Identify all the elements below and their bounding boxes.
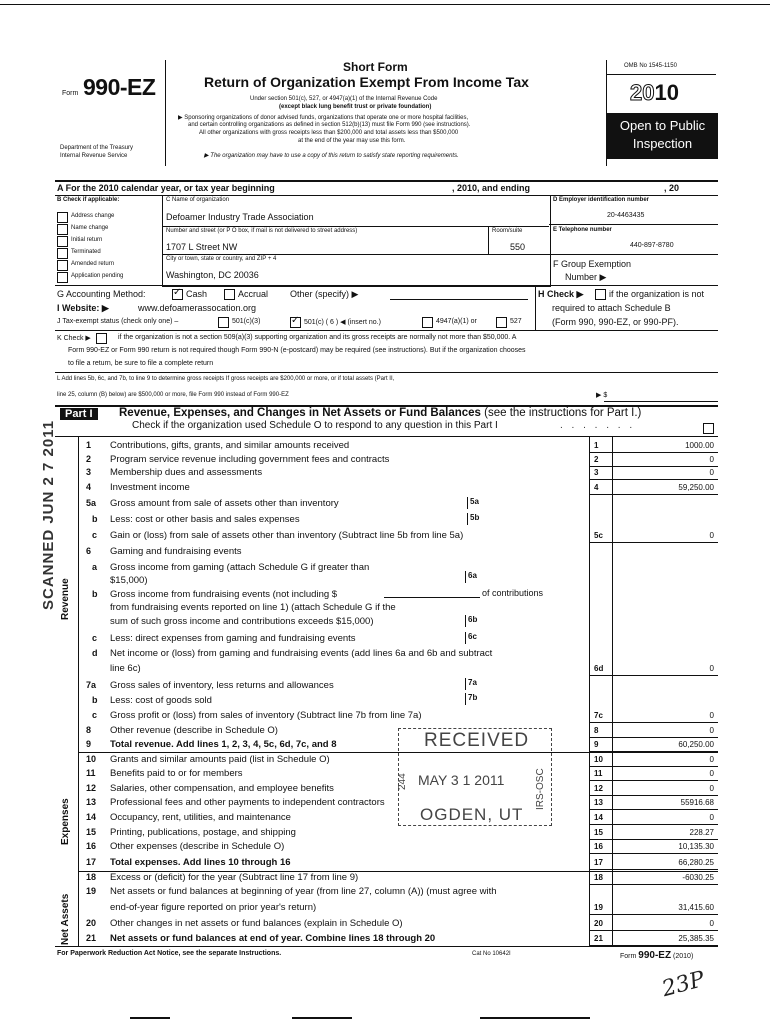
501c-checkbox[interactable] [290, 317, 301, 328]
room-label: Room/suite [492, 228, 523, 234]
fundraising-amount-line [384, 597, 480, 598]
of-contributions: of contributions [482, 588, 544, 598]
checkbox-b-label: Amended return [71, 261, 115, 267]
stamp-date: MAY 3 1 2011 [418, 772, 505, 788]
line-k-text-2: Form 990-EZ or Form 990 return is not required though Form 990-N (e-postcard) may be required (see instructions). But if the organization chooses [68, 347, 526, 354]
line-amount[interactable]: 25,385.35 [678, 934, 714, 943]
line-text: Professional fees and other payments to independent contractors [110, 797, 385, 808]
street: 1707 L Street NW [166, 242, 238, 252]
checkbox-b-label: Application pending [71, 273, 124, 279]
form-subtitle-1: Under section 501(c), 527, or 4947(a)(1) of the Internal Revenue Code [250, 96, 438, 102]
form-number: 990-EZ [83, 74, 156, 100]
amount-row-rule [589, 766, 718, 767]
line-text: Gross sales of inventory, less returns and allowances [110, 680, 334, 691]
line-text: Other changes in net assets or fund balances (explain in Schedule O) [110, 918, 403, 929]
bottom-mark-2 [292, 1017, 352, 1019]
website-label: I Website: ▶ [57, 303, 109, 313]
footer-form [620, 950, 693, 961]
line-number: b [92, 695, 98, 705]
line-amount[interactable]: 0 [709, 919, 714, 928]
schedule-o-dots: . . . . . . . [560, 420, 636, 431]
room-divider [488, 226, 489, 254]
line-text: end-of-year figure reported on prior year's return) [110, 902, 317, 913]
line-text: Occupancy, rent, utilities, and maintenance [110, 812, 291, 823]
amount-row-rule [589, 780, 718, 781]
header-note-1: ▶ Sponsoring organizations of donor advised funds, organizations that operate one or more hospital facilities, [178, 115, 469, 121]
line-number: 9 [86, 739, 92, 749]
line-number: 4 [86, 482, 92, 492]
check-applicable-label: B Check if applicable: [57, 197, 120, 203]
line-amount[interactable]: 228.27 [689, 828, 714, 837]
checkbox-b-label: Name change [71, 225, 109, 231]
schedule-o-checkbox[interactable] [703, 423, 714, 434]
org-name: Defoamer Industry Trade Association [166, 212, 314, 222]
line-amount[interactable]: 10,135.30 [678, 842, 714, 851]
line-number: c [92, 530, 98, 540]
amount-row-rule [589, 542, 718, 543]
line-number: 12 [86, 783, 97, 793]
accrual-label: Accrual [238, 289, 269, 299]
dept-irs: Internal Revenue Service [60, 153, 128, 159]
bottom-mark-3 [480, 1017, 590, 1019]
line-number: c [92, 710, 98, 720]
line-a-20: , 20 [664, 183, 680, 193]
group-exemption-label: F Group Exemption [553, 259, 632, 269]
schedule-o-text: Check if the organization used Schedule O to respond to any question in this Part I [132, 420, 498, 431]
bottom-mark-1 [130, 1017, 170, 1019]
group-exemption-number: Number ▶ [565, 272, 607, 282]
tax-year [630, 80, 679, 106]
line-column-number: 11 [594, 769, 603, 778]
amount-row-rule [589, 930, 718, 931]
amount-row-rule [589, 809, 718, 810]
line-column-number: 18 [594, 873, 603, 882]
line-number: 13 [86, 797, 97, 807]
checkbox-b-label: Address change [71, 213, 115, 219]
line-number: 11 [86, 768, 96, 778]
line-number: 18 [86, 872, 97, 882]
gj-rule [55, 330, 718, 331]
line-number: 21 [86, 933, 97, 943]
header-bottom-rule [55, 180, 718, 182]
section-a-rule [55, 285, 718, 286]
line-text: Total expenses. Add lines 10 through 16 [110, 857, 291, 868]
line-column-number: 17 [594, 858, 603, 867]
org-rule-1 [163, 226, 549, 227]
line-text: $15,000) [110, 575, 148, 586]
amount-row-rule [589, 914, 718, 915]
line-number: 3 [86, 467, 92, 477]
line-text: Other revenue (describe in Schedule O) [110, 725, 278, 736]
box-5a[interactable]: 5a [467, 497, 479, 509]
line-a-label: A For the 2010 calendar year, or tax year beginning [57, 183, 275, 193]
section-label-divider [78, 436, 79, 946]
expenses-section-label: Expenses [60, 798, 71, 845]
line-text: Excess or (deficit) for the year (Subtract line 17 from line 9) [110, 872, 359, 883]
box-7b[interactable]: 7b [465, 693, 477, 705]
line-column-number: 10 [594, 755, 603, 764]
line-column-number: 2 [594, 455, 599, 464]
line-number: 16 [86, 841, 97, 851]
line-text: Gain or (loss) from sale of assets other than inventory (Subtract line 5b from line 5a) [110, 530, 464, 541]
line-k-checkbox[interactable] [96, 333, 107, 344]
line-column-number: 20 [594, 919, 603, 928]
line-k-text-1: if the organization is not a section 509(a)(3) supporting organization and its gross receipts are normally not more than $50,000. A [118, 334, 517, 341]
city: Washington, DC 20036 [166, 270, 259, 280]
line-column-number: 5c [594, 531, 603, 540]
checkbox-b-0[interactable] [57, 212, 68, 223]
box-6c[interactable]: 6c [465, 632, 477, 644]
org-rule-2 [163, 254, 549, 255]
line-amount[interactable]: 1000.00 [685, 441, 714, 450]
revenue-section-label: Revenue [60, 578, 71, 620]
line-text: Program service revenue including government fees and contracts [110, 454, 390, 465]
header-note-3: All other organizations with gross receipts less than $200,000 and total assets less than $500,000 [199, 130, 459, 136]
paperwork-notice: For Paperwork Reduction Act Notice, see the separate Instructions. [57, 950, 282, 957]
line-column-number: 4 [594, 483, 599, 492]
open-public-box [607, 113, 718, 159]
line-text: Gross amount from sale of assets other than inventory [110, 498, 339, 509]
part1-title-suffix: (see the instructions for Part I.) [484, 407, 642, 419]
line-number: 8 [86, 725, 92, 735]
line-column-number: 12 [594, 784, 603, 793]
accounting-method-label: G Accounting Method: [57, 289, 146, 299]
box-6b[interactable]: 6b [465, 615, 477, 627]
line-text: Net assets or fund balances at end of year. Combine lines 18 through 20 [110, 933, 436, 944]
phone-label: E Telephone number [553, 227, 612, 233]
line-amount[interactable]: 0 [709, 769, 714, 778]
amount-row-rule [589, 884, 718, 885]
checkbox-b-1[interactable] [57, 224, 68, 235]
line-number: b [92, 514, 98, 524]
footer-year: (2010) [673, 953, 694, 960]
phone: 440-897-8780 [630, 242, 674, 249]
short-form-label: Short Form [343, 60, 408, 74]
cat-number: Cat No 10642I [472, 951, 511, 957]
line-h-label: H Check ▶ [538, 289, 584, 299]
stamp-city: OGDEN, UT [420, 805, 524, 824]
accrual-checkbox[interactable] [224, 289, 235, 300]
line-column-number: 9 [594, 740, 599, 749]
501c3-label: 501(c)(3) [232, 318, 261, 325]
stamp-received: RECEIVED [424, 730, 530, 751]
street-label: Number and street (or P O box, if mail is not delivered to street address) [166, 228, 358, 234]
line-a-ending: , 2010, and ending [452, 183, 531, 193]
line-text: from fundraising events reported on line 1) (attach Schedule G if the [110, 602, 396, 613]
part1-title [119, 407, 641, 419]
city-label: City or town, state or country, and ZIP + 4 [166, 256, 277, 262]
line-column-number: 8 [594, 726, 599, 735]
line-amount[interactable]: -6030.25 [682, 873, 714, 882]
line-column-number: 7c [594, 711, 603, 720]
line-text: Net income or (loss) from gaming and fundraising events (add lines 6a and 6b and subtract [110, 648, 493, 659]
checkbox-b-5[interactable] [57, 272, 68, 283]
line-number: 14 [86, 812, 97, 822]
line-amount[interactable]: 0 [709, 784, 714, 793]
table-bottom-rule [55, 946, 718, 947]
checkbox-b-2[interactable] [57, 236, 68, 247]
org-name-label: C Name of organization [166, 197, 230, 203]
amount-row-rule [589, 494, 718, 495]
part1-title-bold: Revenue, Expenses, and Changes in Net Assets or Fund Balances [119, 407, 481, 419]
schedule-b-checkbox[interactable] [595, 289, 606, 300]
tax-year-bold: 10 [654, 80, 679, 105]
header-note-5: ▶ The organization may have to use a copy of this return to satisfy state reporting requirements. [204, 153, 459, 159]
amount-row-rule [589, 945, 718, 946]
line-number: 6 [86, 546, 92, 556]
stamp-irs: IRS-OSC [535, 768, 546, 810]
amount-row-rule [589, 675, 718, 676]
room: 550 [510, 242, 526, 252]
line-text: sum of such gross income and contributions exceeds $15,000) [110, 616, 374, 627]
tax-year-outline: 20 [630, 80, 655, 105]
line-amount[interactable]: 31,415.60 [678, 903, 714, 912]
open-public-text: Open to Public Inspection [619, 118, 706, 151]
form-title: Return of Organization Exempt From Income Tax [204, 74, 529, 90]
line-number: 7a [86, 680, 97, 690]
527-checkbox[interactable] [496, 317, 507, 328]
line-column-number: 13 [594, 798, 603, 807]
line-number: 17 [86, 857, 97, 867]
line-text: Contributions, gifts, grants, and similar amounts received [110, 440, 350, 451]
line-amount[interactable]: 0 [709, 813, 714, 822]
ein: 20-4463435 [607, 212, 645, 219]
line-text: Gross profit or (loss) from sales of inventory (Subtract line 7b from line 7a) [110, 710, 422, 721]
scanned-stamp: SCANNED JUN 2 7 2011 [40, 419, 57, 610]
line-amount[interactable]: 0 [709, 711, 714, 720]
line-l-amount: ▶ $ [596, 392, 608, 399]
line-amount[interactable]: 0 [709, 664, 714, 673]
line-text: Membership dues and assessments [110, 467, 263, 478]
line-text: Total revenue. Add lines 1, 2, 3, 4, 5c, 6d, 7c, and 8 [110, 739, 337, 750]
box-5b[interactable]: 5b [467, 513, 479, 525]
stamp-number: 244 [397, 773, 408, 790]
line-number: 20 [86, 918, 97, 928]
dept-treasury: Department of the Treasury [60, 145, 134, 151]
cash-label: Cash [186, 289, 208, 299]
line-text: Gaming and fundraising events [110, 546, 242, 557]
amount-row-rule [589, 466, 718, 467]
line-l-text-1: L Add lines 5b, 6c, and 7b, to line 9 to determine gross receipts If gross receipts are $200,000 or more, or if total assets (Part II, [57, 376, 395, 382]
ein-rule [549, 224, 718, 225]
checkbox-b-4[interactable] [57, 260, 68, 271]
checkbox-b-label: Terminated [71, 249, 101, 255]
line-text: Investment income [110, 482, 190, 493]
amount-row-rule [589, 839, 718, 840]
form-label: Form [62, 90, 79, 97]
h-divider [535, 286, 536, 330]
other-method-line [390, 299, 528, 300]
line-text: line 6c) [110, 663, 141, 674]
checkbox-b-label: Initial return [71, 237, 103, 243]
amount-row-rule [589, 751, 718, 752]
footer-form-number: 990-EZ [638, 950, 672, 961]
amount-row-rule [589, 737, 718, 738]
k-rule [55, 372, 718, 373]
line-number: 19 [86, 886, 97, 896]
line-column-number: 1 [594, 441, 599, 450]
line-text: Other expenses (describe in Schedule O) [110, 841, 285, 852]
line-l-amount-line [604, 401, 718, 402]
line-l-text-2: line 25, column (B) below) are $500,000 or more, file Form 990 instead of Form 990-EZ [57, 392, 289, 398]
501c-label: 501(c) ( 6 ) ◀ (insert no.) [304, 319, 381, 326]
table-top-rule [55, 436, 718, 437]
line-k-text-3: to file a return, be sure to file a complete return [68, 360, 214, 367]
box-7a[interactable]: 7a [465, 678, 477, 690]
line-amount[interactable]: 0 [709, 468, 714, 477]
line-column-number: 6d [594, 664, 604, 673]
line-amount[interactable]: 60,250.00 [678, 740, 714, 749]
line-amount[interactable]: 59,250.00 [678, 483, 714, 492]
cash-checkbox[interactable] [172, 289, 183, 300]
part1-label: Part I [60, 408, 98, 420]
amount-row-rule [589, 853, 718, 854]
line-text: Printing, publications, postage, and shipping [110, 827, 296, 838]
line-text: Less: cost or other basis and sales expenses [110, 514, 300, 525]
amount-row-rule [589, 722, 718, 723]
line-number: c [92, 633, 98, 643]
line-text: Net assets or fund balances at beginning of year (from line 27, column (A)) (must agree with [110, 886, 497, 897]
line-text: Grants and similar amounts paid (list in Schedule O) [110, 754, 330, 765]
line-text: Salaries, other compensation, and employee benefits [110, 783, 334, 794]
line-h-text-1: if the organization is not [609, 289, 705, 299]
line-text: Less: direct expenses from gaming and fundraising events [110, 633, 356, 644]
line-number: 10 [86, 754, 97, 764]
line-column-number: 19 [594, 903, 603, 912]
4947-checkbox[interactable] [422, 317, 433, 328]
line-number: 5a [86, 498, 97, 508]
line-text: Less: cost of goods sold [110, 695, 212, 706]
line-text: Gross income from fundraising events (not including $ [110, 589, 338, 600]
top-rule [0, 4, 770, 5]
line-number: 2 [86, 454, 92, 464]
line-number: 15 [86, 827, 97, 837]
phone-rule [549, 254, 718, 255]
line-h-text-3: (Form 990, 990-EZ, or 990-PF). [552, 317, 679, 327]
line-column-number: 14 [594, 813, 603, 822]
line-number: a [92, 562, 98, 572]
header-divider-left [165, 60, 166, 166]
tax-exempt-label: J Tax-exempt status (check only one) – [57, 318, 179, 325]
line-amount[interactable]: 0 [709, 531, 714, 540]
box-6a[interactable]: 6a [465, 571, 477, 583]
handwritten-mark: 23P [659, 966, 708, 1003]
header-note-4: at the end of the year may use this form. [298, 138, 406, 144]
other-method-label: Other (specify) ▶ [290, 289, 359, 299]
line-amount[interactable]: 55916.68 [680, 798, 714, 807]
line-text: Benefits paid to or for members [110, 768, 243, 779]
form-subtitle-2: (except black lung benefit trust or private foundation) [279, 104, 432, 110]
line-amount[interactable]: 0 [709, 755, 714, 764]
website-value[interactable]: www.defoamerassocation.org [138, 303, 257, 313]
line-k-label: K Check ▶ [57, 335, 91, 342]
amount-row-rule [589, 869, 718, 870]
501c3-checkbox[interactable] [218, 317, 229, 328]
amount-row-rule [589, 479, 718, 480]
checkbox-b-3[interactable] [57, 248, 68, 259]
ein-label: D Employer identification number [553, 197, 650, 203]
amount-row-rule [589, 452, 718, 453]
omb-rule [606, 74, 716, 75]
amount-row-rule [589, 824, 718, 825]
line-amount[interactable]: 0 [709, 726, 714, 735]
line-amount[interactable]: 66,280.25 [678, 858, 714, 867]
amount-row-rule [589, 795, 718, 796]
header-note-2: and certain controlling organizations as defined in section 512(b)(13) must file Form 990 (see instructions). [188, 122, 471, 128]
line-number: 1 [86, 440, 92, 450]
net-assets-section-label: Net Assets [60, 893, 71, 945]
line-column-number: 16 [594, 842, 603, 851]
line-text: Gross income from gaming (attach Schedule G if greater than [110, 562, 370, 573]
omb-number: OMB No 1545-1150 [624, 63, 677, 69]
line-number: d [92, 648, 98, 658]
line-column-number: 15 [594, 828, 603, 837]
line-number: b [92, 589, 98, 599]
line-column-number: 21 [594, 934, 603, 943]
line-column-number: 3 [594, 468, 599, 477]
527-label: 527 [510, 318, 522, 325]
line-amount[interactable]: 0 [709, 455, 714, 464]
line-h-text-2: required to attach Schedule B [552, 303, 671, 313]
4947-label: 4947(a)(1) or [436, 318, 477, 325]
footer-form-label: Form [620, 953, 637, 960]
